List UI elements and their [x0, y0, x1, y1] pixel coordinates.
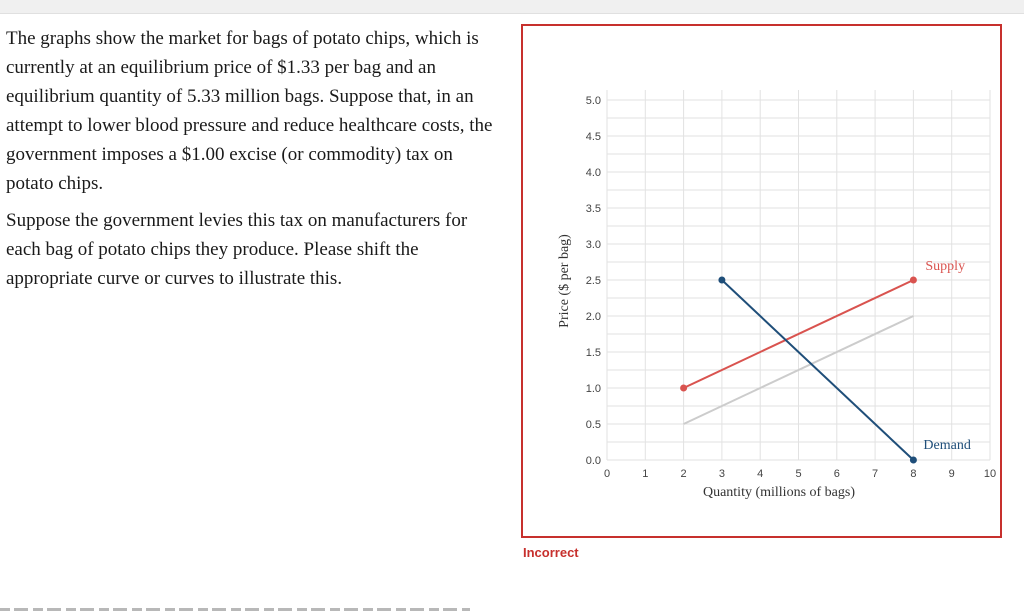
y-tick-label: 0.0 [585, 455, 601, 467]
cutoff-text-fragment [0, 604, 470, 612]
shifted-supply-label: Supply [925, 259, 966, 274]
demand-label: Demand [923, 438, 971, 453]
shifted-supply-point [910, 277, 917, 284]
x-tick-label: 10 [983, 468, 997, 480]
question-text [6, 24, 494, 301]
x-tick-label: 9 [948, 468, 955, 480]
demand-point [910, 457, 917, 464]
y-axis-label: Price ($ per bag) [557, 234, 572, 328]
x-tick-label: 3 [718, 468, 725, 480]
y-tick-label: 4.5 [585, 131, 601, 143]
x-tick-label: 6 [833, 468, 840, 480]
x-tick-label: 7 [872, 468, 879, 480]
shifted-supply-point [680, 385, 687, 392]
top-toolbar-strip [0, 0, 1024, 14]
y-tick-label: 2.5 [585, 275, 601, 287]
y-tick-label: 3.0 [585, 239, 601, 251]
x-tick-label: 1 [642, 468, 649, 480]
x-tick-label: 2 [680, 468, 687, 480]
x-tick-label: 5 [795, 468, 802, 480]
y-tick-label: 1.0 [585, 383, 601, 395]
x-tick-label: 4 [757, 468, 764, 480]
x-axis-label: Quantity (millions of bags) [702, 485, 856, 500]
graph-frame [521, 24, 1002, 538]
y-tick-label: 2.0 [585, 311, 601, 323]
x-tick-labels [604, 468, 996, 480]
demand-point [718, 277, 725, 284]
y-tick-labels [586, 95, 601, 467]
x-tick-label: 0 [603, 468, 611, 480]
feedback-status: Incorrect [523, 545, 579, 560]
market-chart[interactable] [523, 26, 1000, 536]
question-paragraph-2: Suppose the government levies this tax on manufacturers for each bag of potato chips they produce. Please shift the appropriate curve or curves to illustrate this. [6, 210, 468, 289]
chart-grid [607, 90, 990, 460]
y-tick-label: 3.5 [585, 203, 601, 215]
y-tick-label: 1.5 [585, 347, 601, 359]
y-tick-label: 5.0 [585, 95, 601, 107]
y-tick-label: 0.5 [585, 419, 601, 431]
x-tick-label: 8 [910, 468, 917, 480]
question-paragraph-1: The graphs show the market for bags of potato chips, which is currently at an equilibrium price of $1.33 per bag and an equilibrium quantity of 5.33 million bags. Suppose that, in an attempt to lower blood pressure and reduce healthcare costs, the government imposes a $1.00 excise (or commodity) tax on potato chips. [6, 28, 493, 194]
y-tick-label: 4.0 [585, 167, 601, 179]
